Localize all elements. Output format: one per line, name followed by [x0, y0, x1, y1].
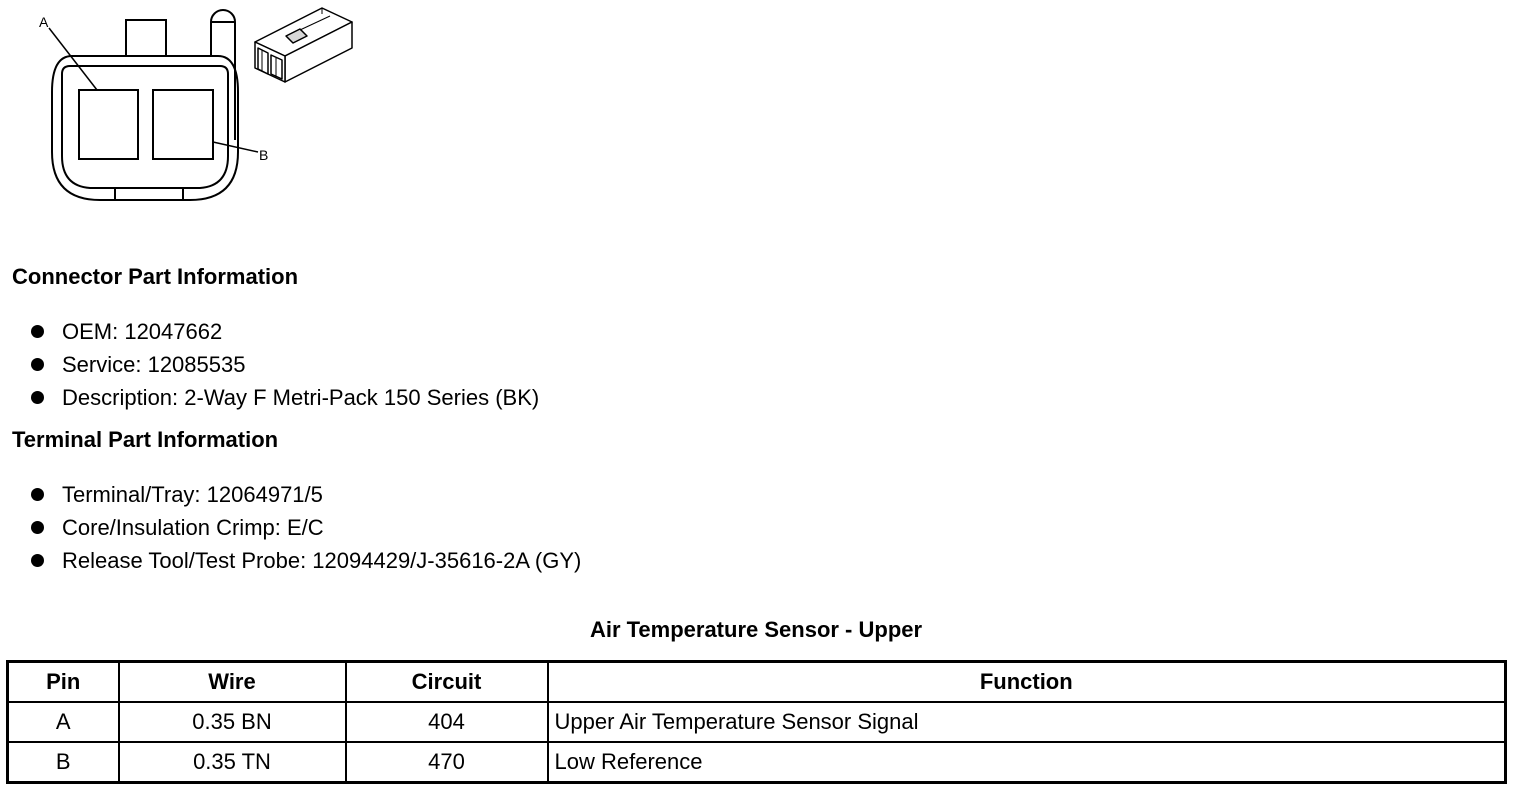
cell-pin: B [8, 742, 119, 783]
terminal-tray-number: Terminal/Tray: 12064971/5 [62, 482, 323, 507]
cell-function: Upper Air Temperature Sensor Signal [548, 702, 1506, 742]
connector-description: Description: 2-Way F Metri-Pack 150 Series (BK) [62, 385, 540, 410]
bullet-icon [31, 488, 44, 501]
table-row [8, 742, 1506, 783]
connector-latch-arm [211, 10, 235, 140]
release-tool-number: Release Tool/Test Probe: 12094429/J-35616-2A (GY) [62, 548, 582, 573]
list-item [28, 381, 539, 414]
connector-3d-illustration [255, 8, 352, 82]
pin-b-label: B [259, 147, 269, 163]
connector-housing-inner [62, 66, 228, 188]
cavity-a [79, 90, 138, 159]
connector-lock-tab [126, 20, 166, 56]
header-wire: Wire [119, 662, 346, 703]
header-circuit: Circuit [346, 662, 548, 703]
pin-a-label: A [39, 14, 49, 30]
bullet-icon [31, 554, 44, 567]
connector-part-info-list [28, 315, 539, 414]
oem-part-number: OEM: 12047662 [62, 319, 223, 344]
cell-circuit: 404 [346, 702, 548, 742]
cell-circuit: 470 [346, 742, 548, 783]
pin-table [6, 660, 1507, 784]
list-item [28, 511, 581, 544]
crimp-type: Core/Insulation Crimp: E/C [62, 515, 324, 540]
bullet-icon [31, 358, 44, 371]
service-part-number: Service: 12085535 [62, 352, 246, 377]
list-item [28, 478, 581, 511]
header-function: Function [548, 662, 1506, 703]
bullet-icon [31, 325, 44, 338]
list-item [28, 315, 539, 348]
table-row [8, 702, 1506, 742]
cell-wire: 0.35 TN [119, 742, 346, 783]
table-header-row [8, 662, 1506, 703]
bullet-icon [31, 391, 44, 404]
list-item [28, 348, 539, 381]
bullet-icon [31, 521, 44, 534]
cell-pin: A [8, 702, 119, 742]
terminal-part-info-list [28, 478, 581, 577]
connector-part-info-heading: Connector Part Information [12, 264, 299, 289]
list-item [28, 544, 581, 577]
connector-diagram [0, 0, 380, 215]
pin-table-title: Air Temperature Sensor - Upper [589, 617, 923, 642]
cell-function: Low Reference [548, 742, 1506, 783]
terminal-part-info-heading: Terminal Part Information [12, 427, 279, 452]
cell-wire: 0.35 BN [119, 702, 346, 742]
cavity-b [153, 90, 213, 159]
header-pin: Pin [8, 662, 119, 703]
